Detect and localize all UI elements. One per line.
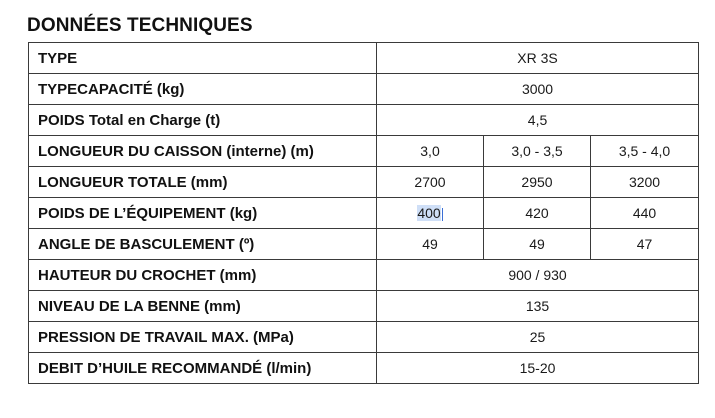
- cell-value[interactable]: 15-20: [377, 353, 699, 384]
- table-row: [29, 291, 699, 322]
- row-label: HAUTEUR DU CROCHET (mm): [29, 260, 377, 291]
- cell-value[interactable]: 4,5: [377, 105, 699, 136]
- row-label: LONGUEUR DU CAISSON (interne) (m): [29, 136, 377, 167]
- row-label: POIDS Total en Charge (t): [29, 105, 377, 136]
- cell-value[interactable]: 49: [377, 229, 484, 260]
- cell-value[interactable]: 3000: [377, 74, 699, 105]
- cell-value[interactable]: 25: [377, 322, 699, 353]
- table-row: [29, 229, 699, 260]
- row-label: ANGLE DE BASCULEMENT (º): [29, 229, 377, 260]
- text-cursor: [442, 208, 443, 221]
- cell-value[interactable]: 400: [417, 205, 441, 221]
- cell-value[interactable]: 3,5 - 4,0: [591, 136, 699, 167]
- row-label: NIVEAU DE LA BENNE (mm): [29, 291, 377, 322]
- cell-value[interactable]: XR 3S: [377, 43, 699, 74]
- table-row: [29, 260, 699, 291]
- cell-value[interactable]: 2950: [484, 167, 591, 198]
- active-cell[interactable]: [377, 198, 484, 229]
- document-title: DONNÉES TECHNIQUES: [27, 15, 253, 36]
- table-row: [29, 43, 699, 74]
- cell-value[interactable]: 2700: [377, 167, 484, 198]
- table-row: [29, 74, 699, 105]
- specs-table: [28, 42, 699, 384]
- table-row: [29, 136, 699, 167]
- cell-value[interactable]: 135: [377, 291, 699, 322]
- row-label: PRESSION DE TRAVAIL MAX. (MPa): [29, 322, 377, 353]
- table-row: [29, 167, 699, 198]
- row-label: LONGUEUR TOTALE (mm): [29, 167, 377, 198]
- cell-value[interactable]: 3,0: [377, 136, 484, 167]
- cell-value[interactable]: 420: [484, 198, 591, 229]
- cell-value[interactable]: 47: [591, 229, 699, 260]
- cell-value[interactable]: 440: [591, 198, 699, 229]
- row-label: DEBIT D’HUILE RECOMMANDÉ (l/min): [29, 353, 377, 384]
- table-row: [29, 322, 699, 353]
- table-row: [29, 353, 699, 384]
- cell-value[interactable]: 49: [484, 229, 591, 260]
- cell-value[interactable]: 900 / 930: [377, 260, 699, 291]
- cell-value[interactable]: 3200: [591, 167, 699, 198]
- row-label: TYPE: [29, 43, 377, 74]
- table-row: [29, 105, 699, 136]
- table-row: [29, 198, 699, 229]
- row-label: POIDS DE L’ÉQUIPEMENT (kg): [29, 198, 377, 229]
- row-label: TYPECAPACITÉ (kg): [29, 74, 377, 105]
- cell-value[interactable]: 3,0 - 3,5: [484, 136, 591, 167]
